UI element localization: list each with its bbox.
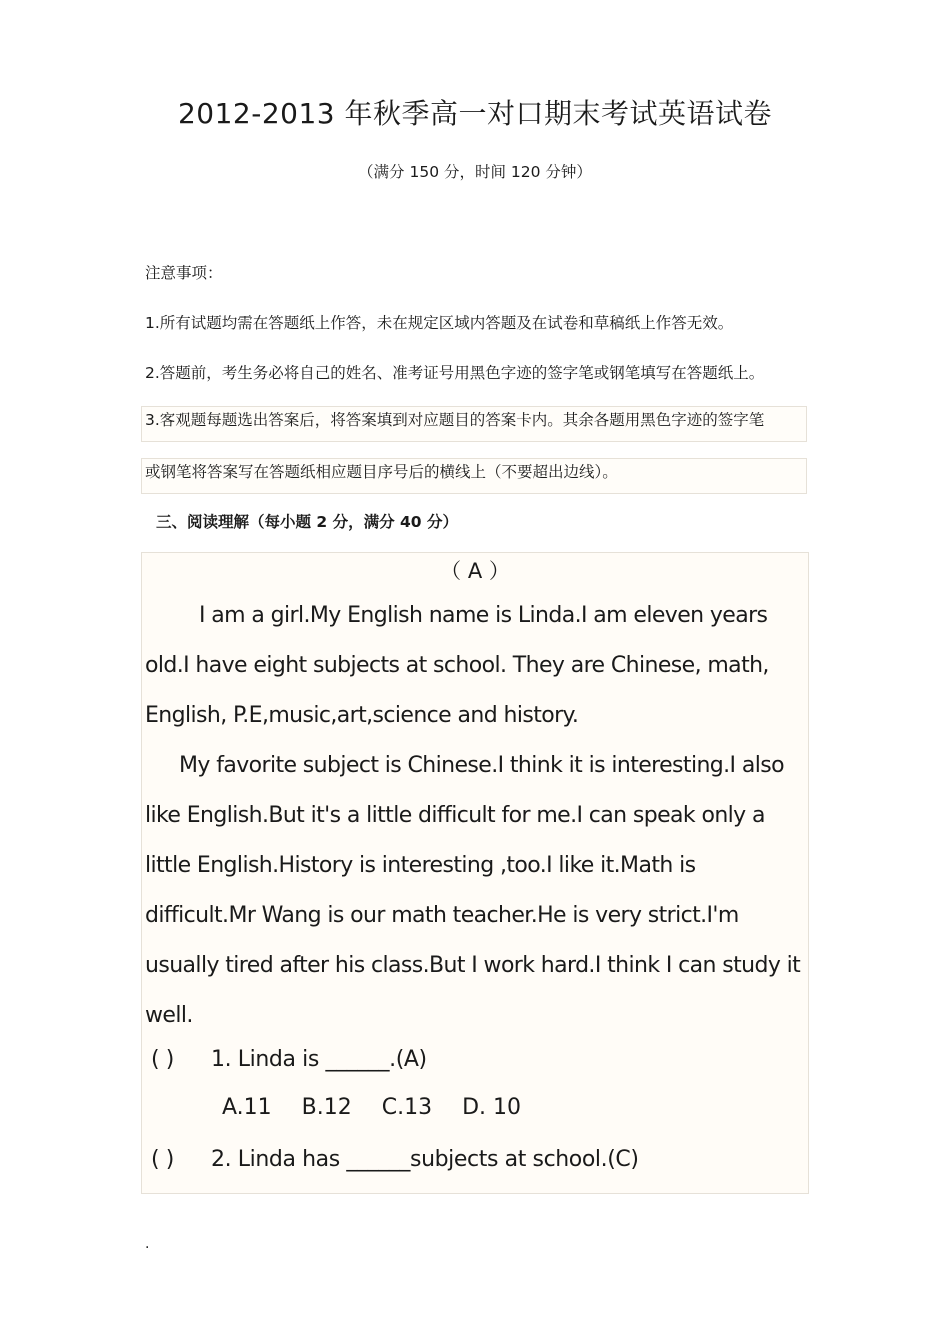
notice-heading: 注意事项： — [145, 264, 223, 282]
page-subtitle: （满分 150 分，时间 120 分钟） — [358, 163, 592, 181]
reading-passage-box — [141, 552, 809, 1194]
question-1-text: 1. Linda is ______.(A) — [211, 1047, 427, 1072]
question-2-text: 2. Linda has ______subjects at school.(C) — [211, 1147, 639, 1172]
notice-item-3: 3.客观题每题选出答案后，将答案填到对应题目的答案卡内。其余各题用黑色字迹的签字笔 — [141, 406, 807, 442]
notice-item-2: 2.答题前，考生务必将自己的姓名、准考证号用黑色字迹的签字笔或钢笔填写在答题纸上。 — [145, 364, 765, 382]
question-2 — [151, 1147, 639, 1172]
option-b: B.12 — [301, 1095, 352, 1120]
section-heading: 三、阅读理解（每小题 2 分，满分 40 分） — [156, 513, 458, 531]
question-1-options — [222, 1095, 551, 1120]
option-c: C.13 — [381, 1095, 433, 1120]
passage-label: （ A ） — [440, 559, 510, 583]
page-title: 2012-2013 年秋季高一对口期末考试英语试卷 — [177, 97, 773, 130]
passage-text — [145, 591, 807, 1041]
option-a: A.11 — [222, 1095, 272, 1120]
answer-blank-1[interactable]: ( ) — [151, 1047, 174, 1072]
answer-blank-2[interactable]: ( ) — [151, 1147, 174, 1172]
notice-item-3-continued: 或钢笔将答案写在答题纸相应题目序号后的横线上（不要超出边线）。 — [141, 458, 807, 494]
passage-paragraph-1: I am a girl.My English name is Linda.I am eleven years old.I have eight subjects at school. They are Chinese, math, English, P.E,music,art,science and history. — [145, 603, 769, 728]
option-d: D. 10 — [462, 1095, 522, 1120]
passage-paragraph-2: My favorite subject is Chinese.I think it is interesting.I also like English.But it's a little difficult for me.I can speak only a little English.History is interesting ,too.I like it.Math is difficult.Mr Wang is our math teacher.He is very strict.I'm usually tired after his class.But I work hard.I think I can study it well. — [145, 753, 801, 1028]
footer-mark: . — [145, 1236, 150, 1252]
question-1 — [151, 1047, 427, 1072]
notice-item-1: 1.所有试题均需在答题纸上作答，未在规定区域内答题及在试卷和草稿纸上作答无效。 — [145, 314, 734, 332]
